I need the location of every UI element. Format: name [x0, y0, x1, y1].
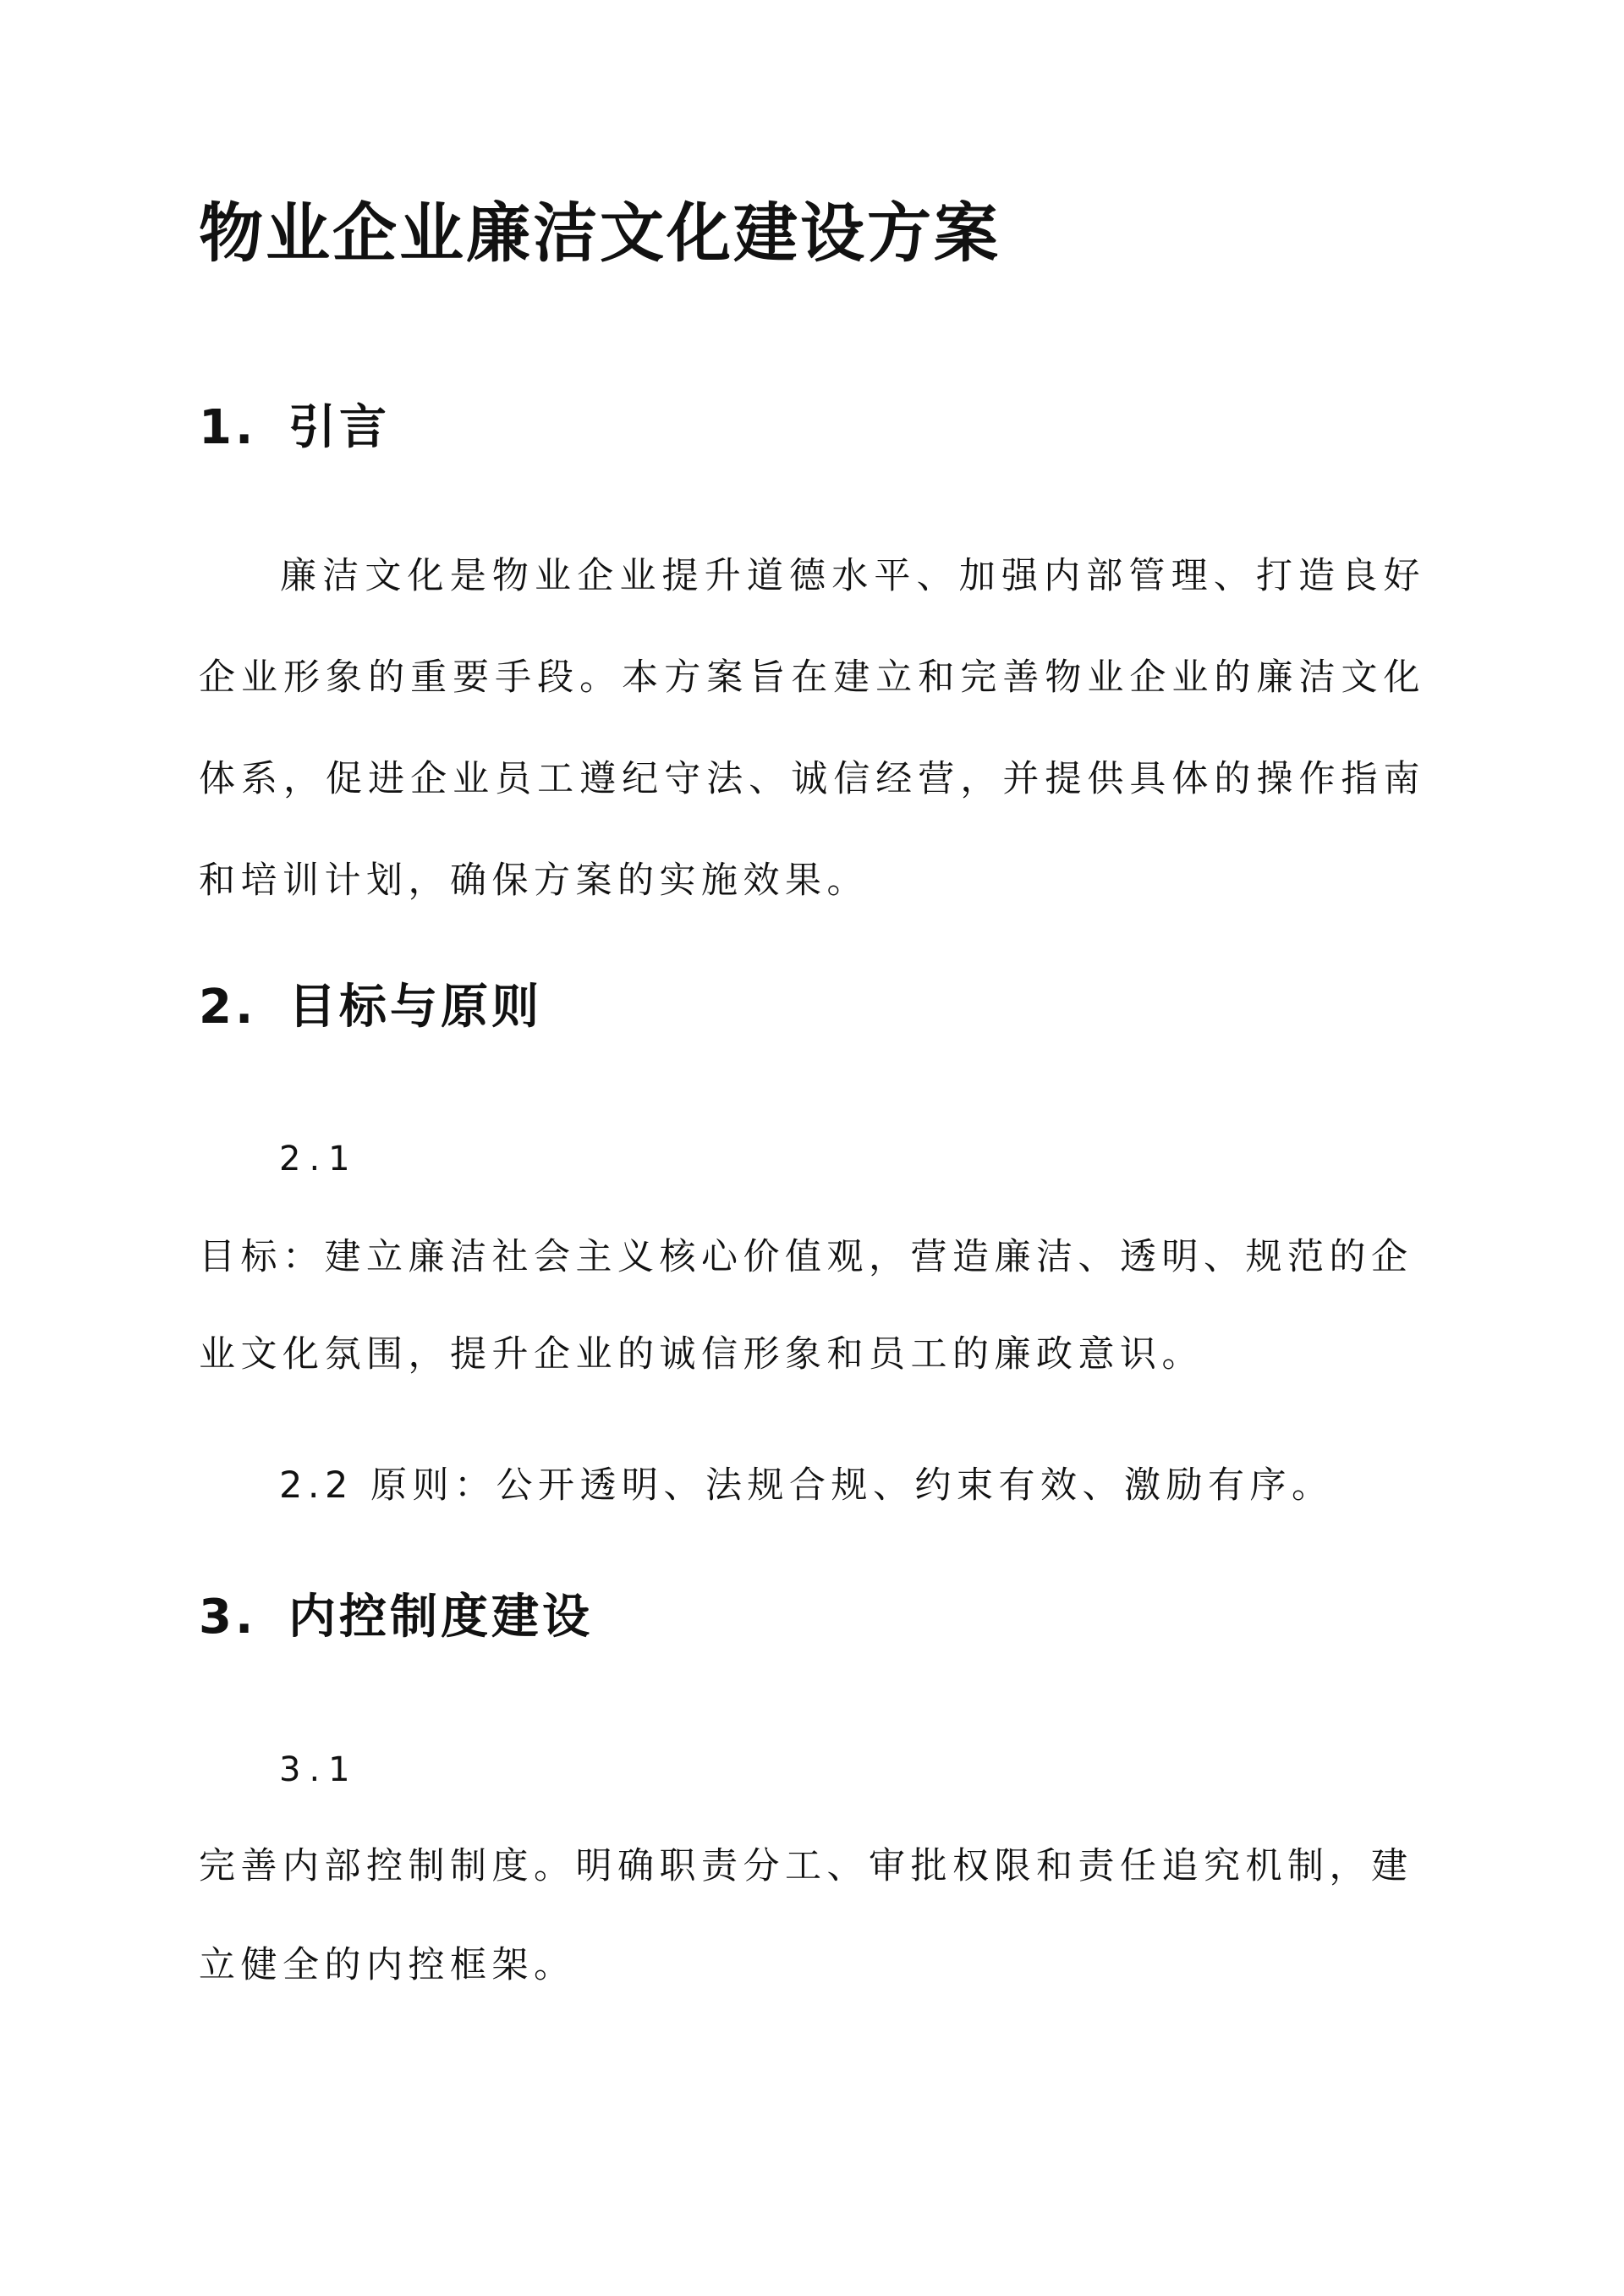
- section-number: 2.: [199, 980, 257, 1035]
- subsection-number-3-1: 3.1: [279, 1750, 359, 1789]
- goals-text-line-2: 业文化氛围，提升企业的诚信形象和员工的廉政意识。: [199, 1333, 1204, 1376]
- section-title: 目标与原则: [288, 980, 542, 1035]
- section-number: 1.: [199, 400, 257, 455]
- principles-line: 2.2 原则：公开透明、法规合规、约束有效、激励有序。: [279, 1464, 1334, 1507]
- subsection-number-2-1: 2.1: [279, 1140, 359, 1178]
- introduction-paragraph: 廉洁文化是物业企业提升道德水平、加强内部管理、打造良好企业形象的重要手段。本方案旨在建立和完善物业企业的廉洁文化体系，促进企业员工遵纪守法、诚信经营，并提供具体的操作指南和培训计划，确保方案的实施效果。: [199, 555, 1425, 902]
- section-title: 内控制度建设: [288, 1590, 593, 1645]
- document-title: 物业企业廉洁文化建设方案: [199, 195, 1001, 271]
- section-heading-internal-control: [199, 1590, 593, 1645]
- internal-control-text-line-2: 立健全的内控框架。: [199, 1944, 576, 1986]
- section-title: 引言: [288, 400, 390, 455]
- section-heading-goals-principles: [199, 980, 542, 1035]
- goals-text-line-1: 目标：建立廉洁社会主义核心价值观，营造廉洁、透明、规范的企: [199, 1236, 1413, 1278]
- internal-control-text-line-1: 完善内部控制制度。明确职责分工、审批权限和责任追究机制，建: [199, 1845, 1413, 1887]
- section-heading-introduction: [199, 400, 390, 455]
- section-number: 3.: [199, 1590, 257, 1645]
